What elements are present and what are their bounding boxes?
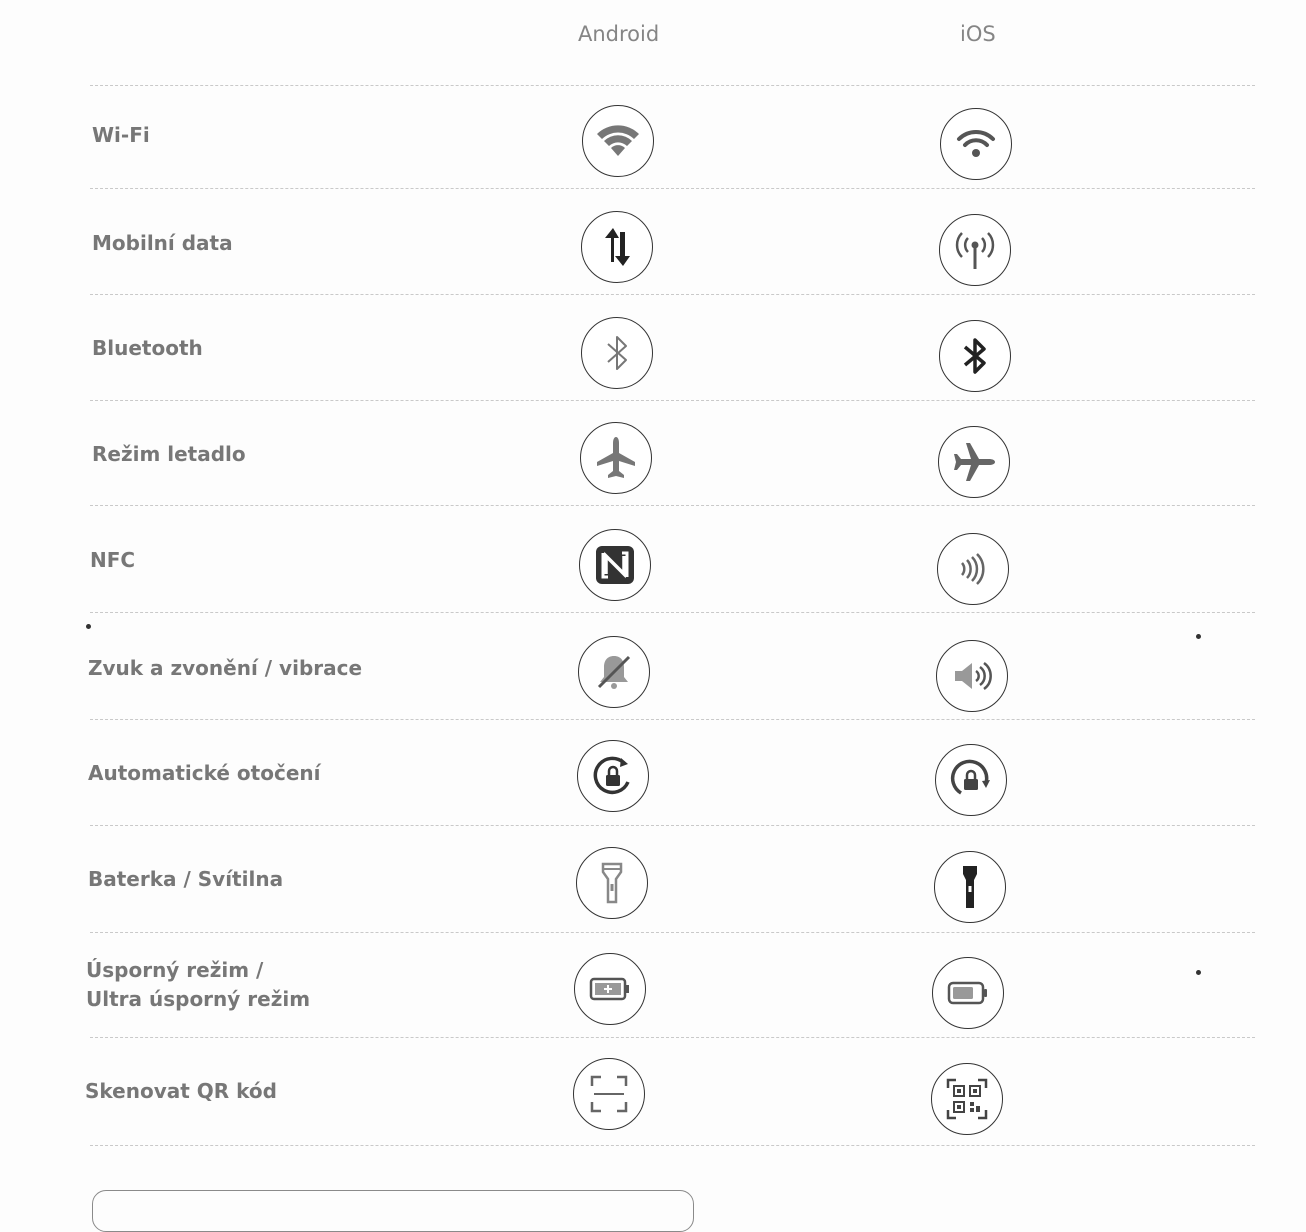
android-flashlight-icon — [576, 847, 648, 919]
ios-speaker-icon — [936, 640, 1008, 712]
row-label-wifi: Wi-Fi — [92, 123, 150, 147]
row-label-scan-qr: Skenovat QR kód — [85, 1079, 277, 1103]
scan-speck — [86, 624, 91, 629]
row-label-sound: Zvuk a zvonění / vibrace — [88, 656, 363, 680]
row-label-nfc: NFC — [90, 548, 136, 572]
android-wifi-icon — [582, 105, 654, 177]
android-bell-muted-icon — [578, 636, 650, 708]
ios-bluetooth-icon — [939, 320, 1011, 392]
ios-flashlight-icon — [934, 851, 1006, 923]
ios-qr-code-icon — [931, 1063, 1003, 1135]
row-divider — [90, 1037, 1255, 1038]
android-mobile-data-arrows-icon — [581, 211, 653, 283]
row-divider — [90, 505, 1255, 506]
row-divider — [90, 1145, 1255, 1146]
row-label-power-saving-1: Úsporný režim / — [86, 958, 264, 982]
row-divider — [90, 188, 1255, 189]
scan-speck — [1196, 634, 1201, 639]
ios-rotation-lock-icon — [935, 744, 1007, 816]
column-header-ios: iOS — [960, 22, 996, 46]
row-label-flashlight: Baterka / Svítilna — [88, 867, 284, 891]
next-section-card-edge — [92, 1190, 694, 1232]
row-label-power-saving-2: Ultra úsporný režim — [86, 987, 311, 1011]
row-divider — [90, 400, 1255, 401]
android-nfc-icon — [579, 529, 651, 601]
row-divider — [90, 932, 1255, 933]
ios-contactless-icon — [937, 533, 1009, 605]
row-label-bluetooth: Bluetooth — [92, 336, 203, 360]
row-divider — [90, 612, 1255, 613]
android-scan-frame-icon — [573, 1058, 645, 1130]
scan-speck — [1196, 970, 1201, 975]
ios-battery-icon — [932, 957, 1004, 1029]
ios-antenna-signal-icon — [939, 214, 1011, 286]
row-divider — [90, 825, 1255, 826]
row-label-auto-rotate: Automatické otočení — [88, 761, 321, 785]
ios-wifi-icon — [940, 108, 1012, 180]
row-label-airplane-mode: Režim letadlo — [92, 442, 246, 466]
column-header-android: Android — [578, 22, 660, 46]
ios-airplane-icon — [938, 426, 1010, 498]
row-divider — [90, 719, 1255, 720]
row-label-mobile-data: Mobilní data — [92, 231, 233, 255]
row-divider — [90, 85, 1255, 86]
android-airplane-icon — [580, 422, 652, 494]
android-bluetooth-icon — [581, 317, 653, 389]
row-divider — [90, 294, 1255, 295]
android-rotation-lock-icon — [577, 740, 649, 812]
android-battery-saver-icon — [574, 953, 646, 1025]
